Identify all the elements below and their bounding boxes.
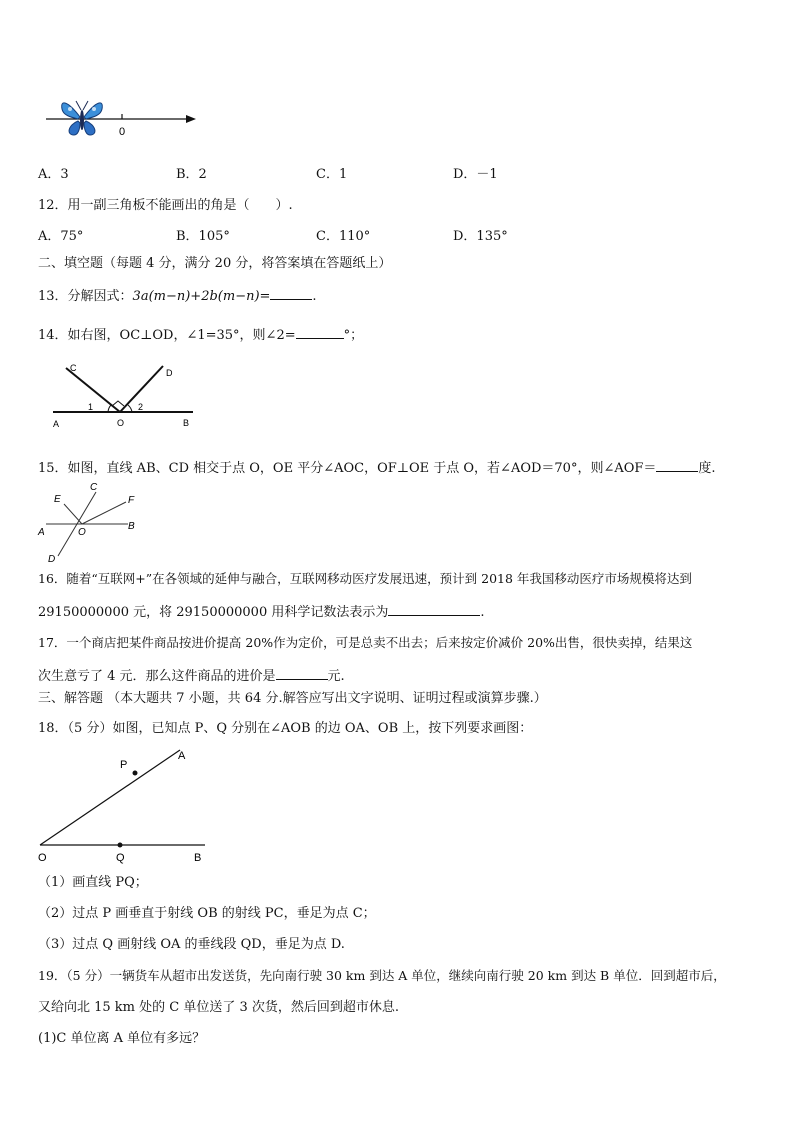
q11-option-b: B．2: [176, 167, 207, 182]
q18-question: 18．（5 分）如图，已知点 P、Q 分别在∠AOB 的边 OA、OB 上，按下列要求画图：: [38, 721, 533, 736]
q18-label-p: P: [120, 759, 128, 771]
q12-option-d: D．135°: [453, 229, 508, 244]
q14-label-a: A: [53, 419, 60, 429]
section2-title: 二、填空题（每题 4 分，满分 20 分，将答案填在答题纸上）: [38, 256, 392, 271]
q17-line1: 17．一个商店把某件商品按进价提高 20%作为定价，可是总卖不出去；后来按定价减价 20%出售，很快卖掉，结果这: [38, 635, 693, 650]
q15-label-a: A: [38, 527, 45, 538]
q14-label-d: D: [166, 368, 173, 378]
q11-option-c: C．1: [316, 167, 348, 182]
q19-line2: 又给向北 15 km 处的 C 单位送了 3 次货，然后回到超市休息.: [38, 1000, 400, 1015]
q13-suffix: .: [312, 289, 317, 304]
q17-answer-blank[interactable]: [276, 665, 328, 680]
q15-text: 15．如图，直线 AB、CD 相交于点 O，OE 平分∠AOC，OF⊥OE 于点 O，若∠AOD＝70°，则∠AOF＝: [38, 461, 657, 476]
q14-answer-blank[interactable]: [296, 324, 344, 339]
q17-text: 次生意亏了 4 元．那么这件商品的进价是: [38, 669, 276, 684]
q13-prefix: 13．分解因式：: [38, 289, 133, 304]
q13-answer-blank[interactable]: [270, 285, 312, 300]
q14-label-b: B: [183, 418, 190, 428]
q15-label-b: B: [128, 521, 135, 532]
q15-label-d: D: [48, 554, 56, 565]
q18-item-3: （3）过点 Q 画射线 OA 的垂线段 QD，垂足为点 D.: [38, 937, 345, 952]
q18-label-q: Q: [116, 852, 125, 864]
q14-question: [38, 324, 363, 345]
q15-question: [38, 457, 716, 478]
q18-angle-figure: [30, 742, 220, 867]
q12-option-a: A．75°: [38, 229, 84, 244]
q17-suffix: 元.: [327, 669, 345, 684]
q11-option-a: A．3: [38, 167, 69, 182]
q14-text: 14．如右图，OC⊥OD，∠1=35°，则∠2=: [38, 328, 296, 343]
q18-item-2: （2）过点 P 画垂直于射线 OB 的射线 PC，垂足为点 C；: [38, 906, 376, 921]
q14-suffix: °；: [343, 328, 364, 343]
q15-label-c: C: [90, 482, 98, 493]
q14-label-1: 1: [88, 402, 94, 412]
q18-item-1: （1）画直线 PQ；: [38, 875, 148, 890]
q12-option-b: B．105°: [176, 229, 230, 244]
q13-expression: 3a(m−n)+2b(m−n)=: [132, 289, 271, 304]
q11-number-line-figure: [40, 95, 210, 145]
q11-option-d: D．－1: [453, 167, 498, 182]
q19-sub1: (1)C 单位离 A 单位有多远？: [38, 1031, 206, 1046]
q14-label-c: C: [70, 363, 77, 373]
q16-text: 29150000000 元，将 29150000000 用科学记数法表示为: [38, 605, 389, 620]
q12-option-c: C．110°: [316, 229, 371, 244]
q16-suffix: .: [480, 605, 485, 620]
q18-label-b: B: [194, 852, 202, 864]
q15-label-f: F: [128, 495, 135, 506]
axis-zero-label: 0: [119, 126, 126, 138]
q12-question: 12．用一副三角板不能画出的角是（ ）.: [38, 198, 293, 213]
q17-line2: [38, 665, 345, 686]
q15-answer-blank[interactable]: [656, 457, 698, 472]
q14-angle-figure: [48, 360, 198, 435]
q15-suffix: 度.: [698, 461, 716, 476]
q15-lines-figure: [36, 478, 146, 566]
q13-question: [38, 285, 317, 306]
q19-line1: 19．（5 分）一辆货车从超市出发送货，先向南行驶 30 km 到达 A 单位，继续向南行驶 20 km 到达 B 单位．回到超市后，: [38, 968, 726, 983]
section3-title: 三、解答题 （本大题共 7 小题，共 64 分.解答应写出文字说明、证明过程或演算步骤.）: [38, 691, 547, 706]
q16-answer-blank[interactable]: [388, 601, 480, 616]
butterfly-icon: [62, 101, 103, 135]
q16-line1: 16．随着“互联网+”在各领域的延伸与融合，互联网移动医疗发展迅速，预计到 2018 年我国移动医疗市场规模将达到: [38, 571, 692, 586]
q16-line2: [38, 601, 485, 622]
q14-label-o: O: [117, 418, 125, 428]
q15-label-e: E: [54, 494, 61, 505]
q18-label-o: O: [38, 852, 47, 864]
q14-label-2: 2: [138, 402, 144, 412]
q15-label-o: O: [78, 527, 86, 538]
q18-label-a: A: [178, 750, 186, 762]
